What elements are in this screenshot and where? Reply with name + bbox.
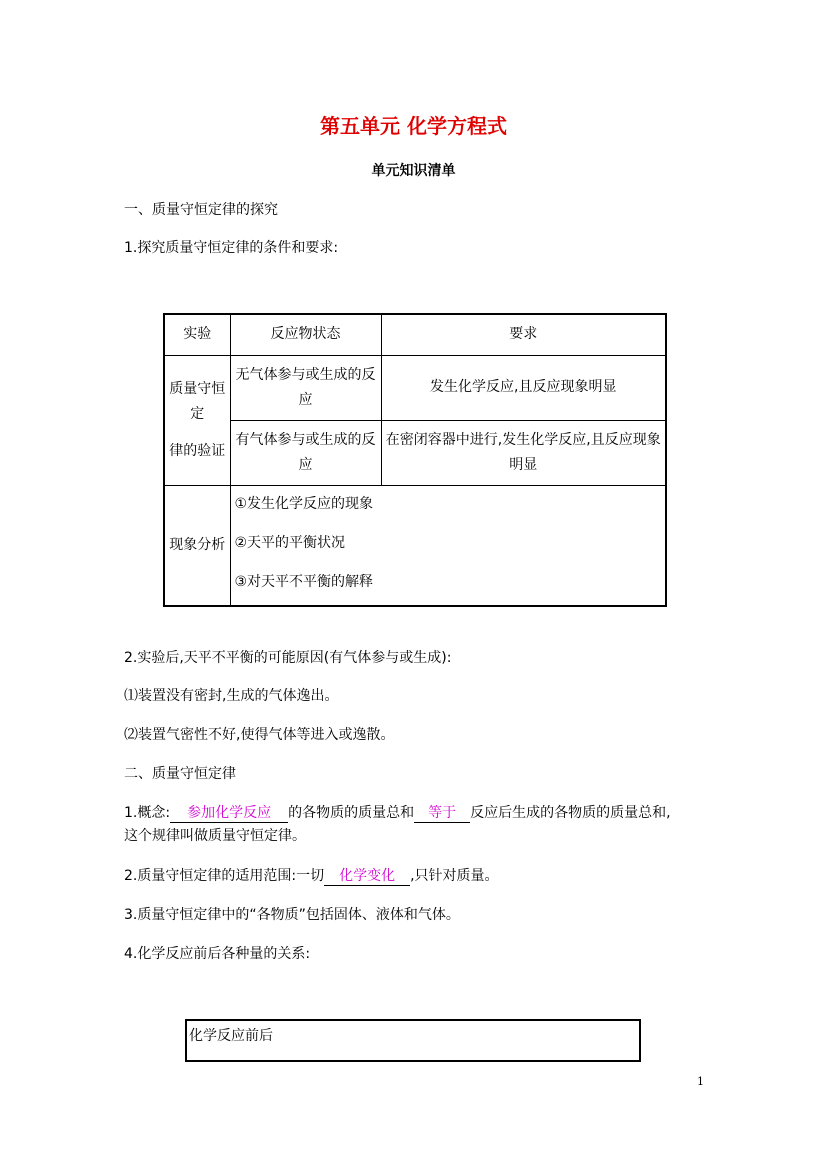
requirement-cell: 在密闭容器中进行,发生化学反应,且反应现象明显 <box>381 420 666 485</box>
verify-label-cell <box>164 355 230 485</box>
table-row <box>164 355 666 420</box>
page-title: 第五单元 化学方程式 <box>320 114 507 138</box>
section1-item1: 1.探究质量守恒定律的条件和要求: <box>124 240 339 256</box>
fill-in-blank: 化学变化 <box>324 867 410 886</box>
page-subtitle: 单元知识清单 <box>371 163 456 179</box>
verify-label-line1: 质量守恒定 <box>169 380 226 422</box>
state-cell: 无气体参与或生成的反应 <box>230 355 381 420</box>
concept-line <box>124 803 671 823</box>
analysis-items-cell <box>230 485 666 606</box>
analysis-item: ③对天平不平衡的解释 <box>234 573 374 590</box>
table-header-cell: 反应物状态 <box>230 314 381 355</box>
scope-suffix: ,只针对质量。 <box>410 868 499 884</box>
fill-in-blank: 参加化学反应 <box>170 804 288 823</box>
reason-1: ⑴装置没有密封,生成的气体逸出。 <box>124 688 339 704</box>
concept-middle: 的各物质的质量总和 <box>288 805 415 821</box>
scope-line <box>124 866 499 886</box>
section2-heading: 二、质量守恒定律 <box>124 766 236 782</box>
quantities-table <box>185 1019 641 1062</box>
concept-suffix: 反应后生成的各物质的质量总和, <box>470 805 671 821</box>
quantities-table-cell: 化学反应前后 <box>189 1028 273 1044</box>
analysis-item: ②天平的平衡状况 <box>234 534 346 551</box>
table-header-cell: 要求 <box>381 314 666 355</box>
scope-prefix: 2.质量守恒定律的适用范围:一切 <box>124 868 325 884</box>
section2-item3: 3.质量守恒定律中的“各物质”包括固体、液体和气体。 <box>124 907 460 923</box>
table-header-cell: 实验 <box>164 314 230 355</box>
requirement-cell: 发生化学反应,且反应现象明显 <box>381 355 666 420</box>
table-row <box>164 420 666 485</box>
page-number: 1 <box>697 1075 704 1088</box>
verify-label-line2: 律的验证 <box>169 442 226 459</box>
state-cell: 有气体参与或生成的反应 <box>230 420 381 485</box>
table-header-row <box>164 314 666 355</box>
section1-heading: 一、质量守恒定律的探究 <box>124 202 278 218</box>
analysis-label-cell: 现象分析 <box>164 485 230 606</box>
concept-prefix: 1.概念: <box>124 805 171 821</box>
table-row <box>164 485 666 606</box>
reason-2: ⑵装置气密性不好,使得气体等进入或逸散。 <box>124 727 395 743</box>
experiment-table <box>163 313 667 607</box>
section1-item2: 2.实验后,天平不平衡的可能原因(有气体参与或生成): <box>124 650 452 666</box>
concept-line-2: 这个规律叫做质量守恒定律。 <box>124 828 306 844</box>
section2-item4: 4.化学反应前后各种量的关系: <box>124 946 311 962</box>
fill-in-blank: 等于 <box>414 804 470 823</box>
analysis-item: ①发生化学反应的现象 <box>234 495 374 512</box>
